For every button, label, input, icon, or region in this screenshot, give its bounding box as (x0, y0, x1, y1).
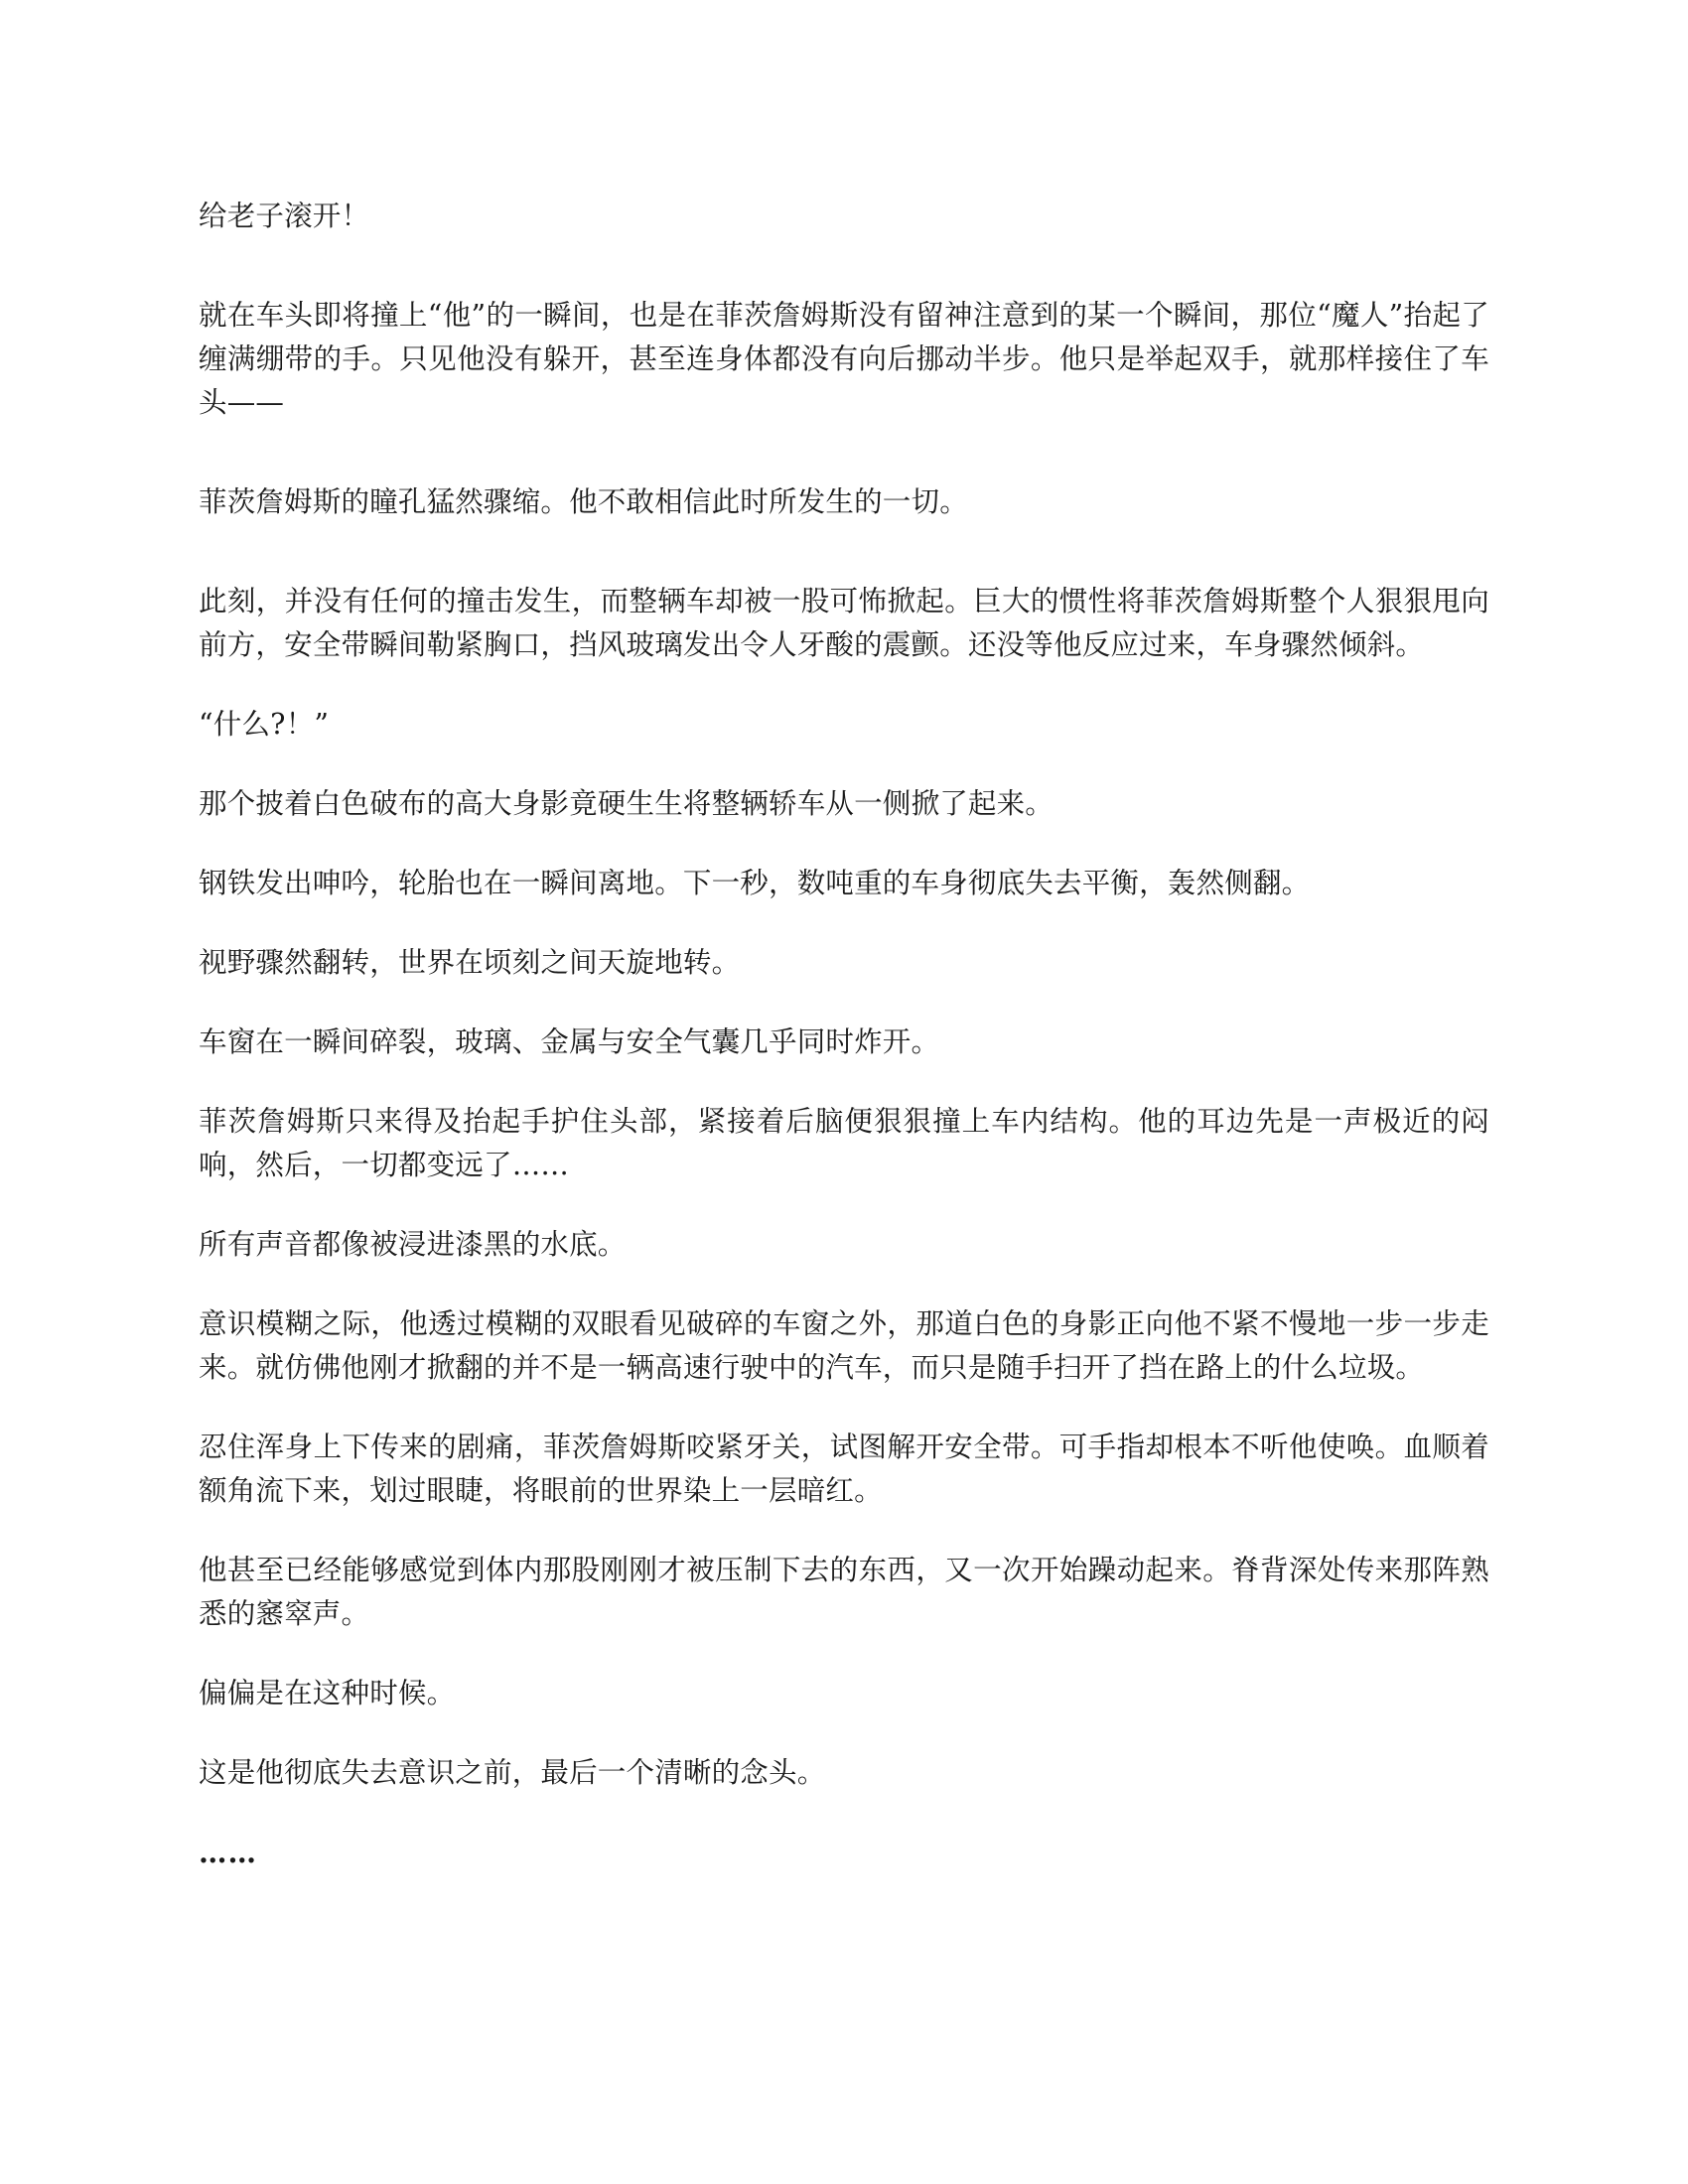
paragraph-2: 就在车头即将撞上“他”的一瞬间，也是在菲茨詹姆斯没有留神注意到的某一个瞬间，那位“魔人”抬起了缠满绷带的手。只见他没有躲开，甚至连身体都没有向后挪动半步。他只是举起双手，就那样接住了车头—— (199, 299, 1489, 419)
paragraph-14: 他甚至已经能够感觉到体内那股刚刚才被压制下去的东西，又一次开始躁动起来。脊背深处传来那阵熟悉的窸窣声。 (199, 1554, 1489, 1630)
paragraph-5: “什么?！” (199, 708, 330, 741)
document-body (199, 195, 1489, 1910)
paragraph-16: 这是他彻底失去意识之前，最后一个清晰的念头。 (199, 1756, 826, 1789)
paragraph-4: 此刻，并没有任何的撞击发生，而整辆车却被一股可怖掀起。巨大的惯性将菲茨詹姆斯整个人狠狠甩向前方，安全带瞬间勒紧胸口，挡风玻璃发出令人牙酸的震颤。还没等他反应过来，车身骤然倾斜。 (199, 585, 1489, 661)
paragraph-10: 菲茨詹姆斯只来得及抬起手护住头部，紧接着后脑便狠狠撞上车内结构。他的耳边先是一声极近的闷响，然后，一切都变远了…… (199, 1105, 1489, 1181)
paragraph-6: 那个披着白色破布的高大身影竟硬生生将整辆轿车从一侧掀了起来。 (199, 787, 1055, 820)
paragraph-ellipsis: …… (199, 1836, 257, 1869)
paragraph-7: 钢铁发出呻吟，轮胎也在一瞬间离地。下一秒，数吨重的车身彻底失去平衡，轰然侧翻。 (199, 867, 1311, 899)
paragraph-15: 偏偏是在这种时候。 (199, 1677, 456, 1709)
paragraph-9: 车窗在一瞬间碎裂，玻璃、金属与安全气囊几乎同时炸开。 (199, 1025, 940, 1058)
paragraph-11: 所有声音都像被浸进漆黑的水底。 (199, 1228, 627, 1261)
paragraph-8: 视野骤然翻转，世界在顷刻之间天旋地转。 (199, 946, 741, 979)
paragraph-12: 意识模糊之际，他透过模糊的双眼看见破碎的车窗之外，那道白色的身影正向他不紧不慢地一步一步走来。就仿佛他刚才掀翻的并不是一辆高速行驶中的汽车，而只是随手扫开了挡在路上的什么垃圾。 (199, 1307, 1489, 1384)
paragraph-13: 忍住浑身上下传来的剧痛，菲茨詹姆斯咬紧牙关，试图解开安全带。可手指却根本不听他使唤。血顺着额角流下来，划过眼睫，将眼前的世界染上一层暗红。 (199, 1431, 1489, 1507)
paragraph-3: 菲茨詹姆斯的瞳孔猛然骤缩。他不敢相信此时所发生的一切。 (199, 485, 968, 518)
paragraph-1: 给老子滚开！ (199, 200, 370, 232)
